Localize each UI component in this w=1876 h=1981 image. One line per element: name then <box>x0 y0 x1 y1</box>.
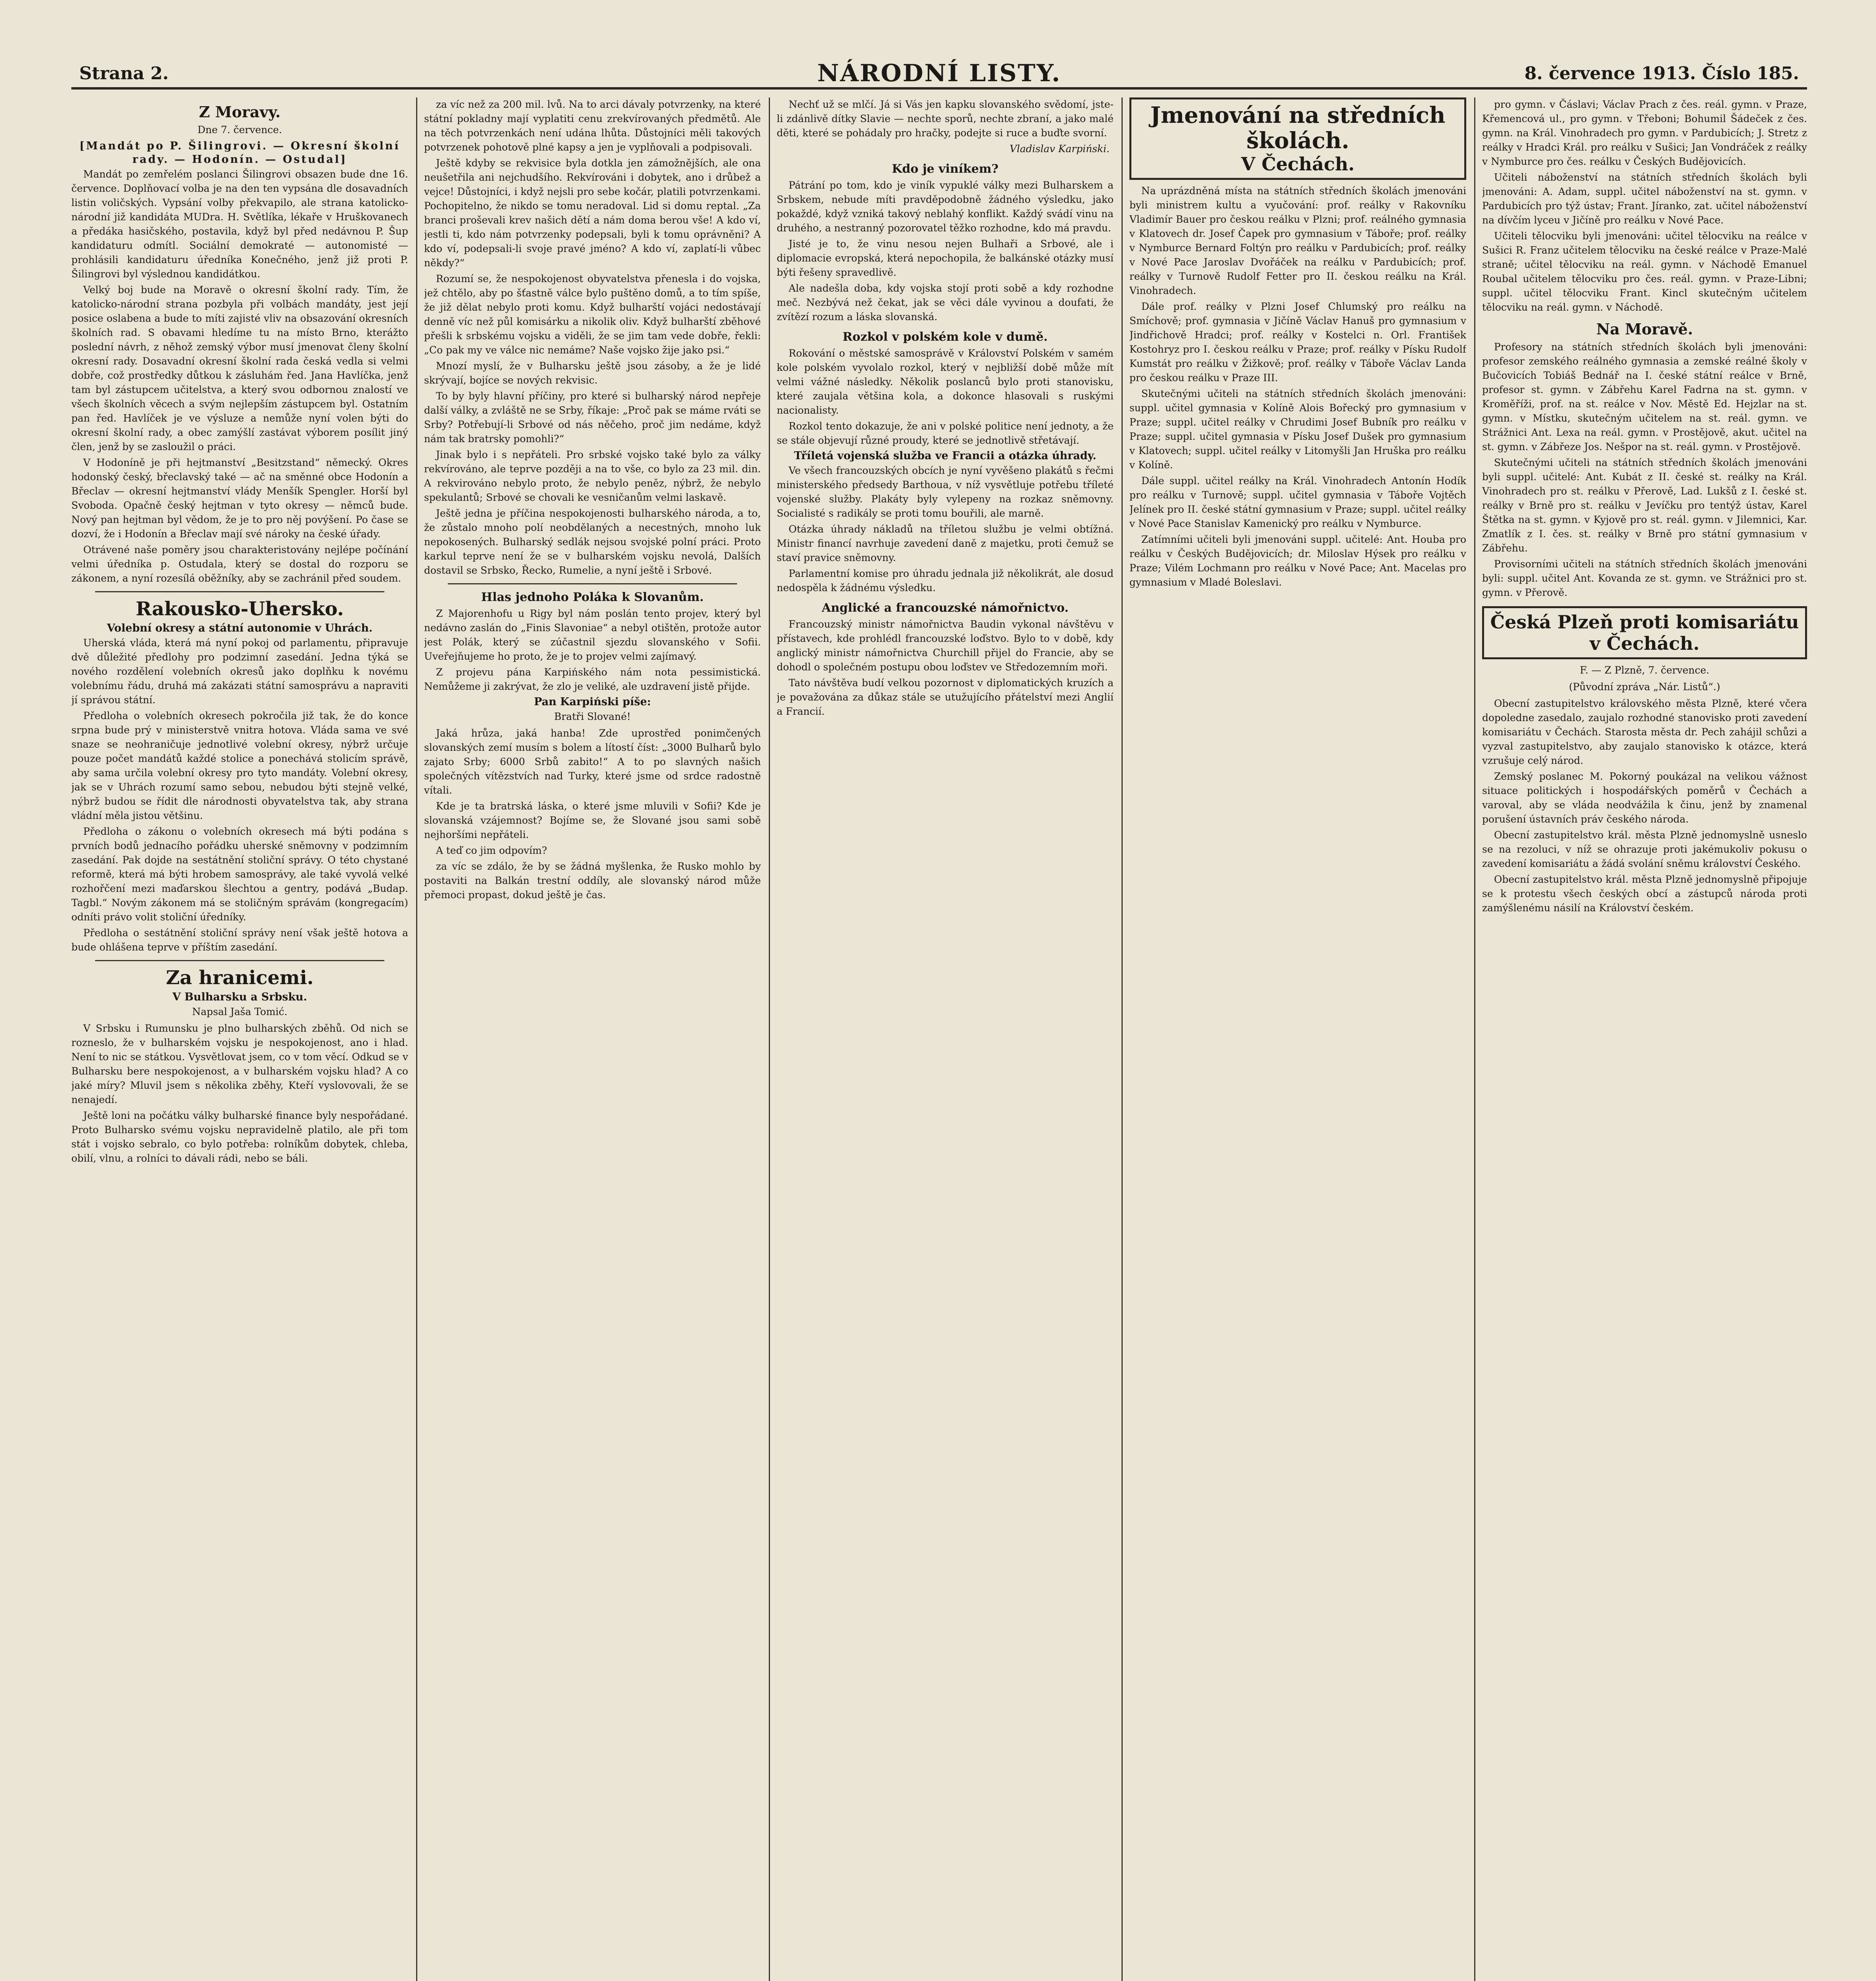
banner-title: Česká Plzeň proti komisariátu <box>1490 611 1799 633</box>
source-note: (Původní zpráva „Nár. Listů“.) <box>1569 681 1720 693</box>
article-heading: Hlas jednoho Poláka k Slovanům. <box>481 590 704 604</box>
column-1 <box>71 97 408 1981</box>
article-heading: Rozkol v polském kole v dumě. <box>842 330 1048 344</box>
paragraph: Učiteli tělocviku byli jmenováni: učitel tělocviku na reálce v Sušici R. Franz učitelem tělocviku na české reálce v Praze-Malé straně; učitel tělocviku na reál. gymn. v Náchodě Emanuel Roubal učitelem tělocviku pro čes. reál. gymn. v Praze-Libni; suppl. učitel tělocviku Frant. Kincl skutečným učitelem tělocviku na reál. gymn. v Náchodě. <box>1482 230 1807 313</box>
paragraph: Pátrání po tom, kdo je viník vypuklé války mezi Bulharskem a Srbskem, nebude míti pravděpodobně žádného výsledku, jako pokaždé, když vzniká takový neblahý konflikt. Každý svádí vinu na druhého, a nestranný pozorovatel těžko rozhodne, kdo má pravdu. <box>777 179 1114 234</box>
article-heading: Kdo je viníkem? <box>892 162 999 176</box>
paragraph: Obecní zastupitelstvo královského města Plzně, které včera dopoledne zasedalo, zaujalo rozhodné stanovisko proti zavedení komisariátu v Čechách. Starosta města dr. Pech zahájil schůzi a vyzval zastupitelstvo, aby zaujalo stanovisko k otázce, která vzrušuje celý národ. <box>1482 698 1807 766</box>
paragraph: Velký boj bude na Moravě o okresní školní rady. Tím, že katolicko-národní strana pozbyla při volbách mandáty, jest její posice oslabena a bude to míti zajisté vliv na obsazování okresních školních rad. S obavami hledíme tu na místo Brno, kterážto poslední návrh, z něhož zemský výbor musí jmenovat členy školní okresní rady. Dosavadní okresní školní rada česká vedla si velmi dobře, což prostředky důtkou k zásluhám řed. Jana Havlíčka, jenž tam byl zástupcem učitelstva, a který svou odbornou znalostí ve všech školních věcech a svým nejlepším zástupcem byl. Ostatním pan řed. Havlíček je ve výsluze a nemůže nyní volen býti do okresní školní rady, a obec zamýšlí zastávat výborem posílit jiný člen, jenž by se zasloužil o práci. <box>71 284 408 452</box>
paragraph: Skutečnými učiteli na státních středních školách jmenováni byli suppl. učitelé: Ant. Kubát z II. české st. reálky na Král. Vinohradech pro st. reálku v Přerově, Lad. Lukšů z I. české st. reálky v Brně pro st. reálku v Jevíčku pro tentýž ústav, Karel Štětka na st. gymn. v Kyjově pro st. reál. gymn. v Jilemnici, Kar. Zmatlík z I. čes. st. reálky v Brně pro státní gymnasium v Zábřehu. <box>1482 457 1807 554</box>
paragraph: Učiteli náboženství na státních středních školách byli jmenováni: A. Adam, suppl. učitel náboženství na st. gymn. v Pardubicích pro týž ústav; Frant. Jíranko, zat. učitel náboženství na dívčím lyceu v Jičíně pro reálku v Nové Pace. <box>1482 172 1807 226</box>
paragraph: Zemský poslanec M. Pokorný poukázal na velikou vážnost situace politických i hospodářských poměrů v Čechách a varoval, aby se vláda neodvážila k činu, jenž by znamenal porušení ústavních práv českého národa. <box>1482 771 1807 825</box>
paragraph: Předloha o volebních okresech pokročila již tak, že do konce srpna bude prý v ministerstvě vnitra hotova. Vláda sama ve své snaze se neohraničuje jednotlivé volební okresy, nýbrž určuje pouze počet mandátů každé stolice a ponechává stolicím správě, aby sama určila volební okresy pro tyto mandáty. Volební okresy, jak se v Uhrách rozumí samo sebou, nebudou býti stejně velké, nýbrž budou se řídit dle národnosti obyvatelstva tak, aby strana vládní měla jistou většinu. <box>71 710 408 821</box>
column-4 <box>1129 97 1466 1981</box>
dateline: F. — Z Plzně, 7. července. <box>1580 664 1710 676</box>
banner-subtitle: v Čechách. <box>1589 633 1700 654</box>
paragraph: Zatímními učiteli byli jmenováni suppl. učitelé: Ant. Houba pro reálku v Českých Budějovicích; dr. Miloslav Hýsek pro reálku v Praze; Vilém Lochmann pro reálku v Nové Pace; Ant. Macelas pro gymnasium v Mladé Boleslavi. <box>1129 534 1466 588</box>
paragraph: Uherská vláda, která má nyní pokoj od parlamentu, připravuje dvě důležité předlohy pro podzimní zasedání. Jedna týká se nového rozdělení volebních okresů jako doplňku k novému volebnímu řádu, druhá má zakázati státní samosprávu a napraviti jí správou státní. <box>71 637 408 706</box>
signature: Vladislav Karpiński. <box>1009 143 1110 155</box>
paragraph: Dále prof. reálky v Plzni Josef Chlumský pro reálku na Smíchově; prof. gymnasia v Jičíně Václav Hanuš pro gymnasium v Jindřichově Hradci; prof. reálky v Kostelci n. Orl. František Kostohryz pro I. českou reálku v Praze; prof. reálky v Písku Rudolf Kumstát pro reálku v Žižkově; prof. reálky v Táboře Václav Landa pro českou reálku v Praze III. <box>1129 301 1466 384</box>
paragraph: Z Majorenhofu u Rigy byl nám poslán tento projev, který byl nedávno zaslán do „Finis Slavoniae“ a nebyl otištěn, protože autor jest Polák, který se zúčastnil sjezdu slovanského v Sofii. Uveřejňujeme ho proto, že je to projev velmi zajímavý. <box>424 608 761 662</box>
paragraph: Mnozí myslí, že v Bulharsku ještě jsou zásoby, a že je lidé skrývají, bojíce se nových rekvisic. <box>424 360 761 386</box>
paragraph: V Hodoníně je při hejtmanství „Besitzstand“ německý. Okres hodonský český, břeclavský také — ač na směnné obce Hodonín a Břeclav — okresní hejtmanství vlády Menšík Spengler. Horší byl Svoboda. Opačně český hejtman v tyto okresy — němců bude. Nový pan hejtman byl vědom, že je to pro něj povýšení. Po čase se dozví, že i Hodonín a Břeclav mají své nároky na české úřady. <box>71 457 408 540</box>
dateline: Dne 7. července. <box>197 124 282 136</box>
paragraph: Otázka úhrady nákladů na tříletou službu je velmi obtížná. Ministr financí navrhuje zavedení daně z majetku, proti čemuž se staví pravice sněmovny. <box>777 523 1114 563</box>
paragraph: Parlamentní komise pro úhradu jednala již několikrát, ale dosud nedospěla k žádnému výsledku. <box>777 568 1114 594</box>
article-heading: Z Moravy. <box>199 103 281 121</box>
paragraph: Dále suppl. učitel reálky na Král. Vinohradech Antonín Hodík pro reálku v Turnově; suppl. učitel gymnasia v Táboře Vojtěch Jelínek pro II. české státní gymnasium v Praze; suppl. učitel reálky v Nové Pace Stanislav Kamenický pro reálku v Nymburce. <box>1129 475 1466 529</box>
paragraph: Jinak bylo i s nepřáteli. Pro srbské vojsko také bylo za války rekvírováno, ale teprve později a na to vše, co bylo za 23 mil. din. A rekvirováno nebylo proto, že nebylo peněz, nýbrž, že nebylo spekulantů; Srbové se chovali ke vesničanům velmi laskavě. <box>424 449 761 503</box>
paragraph: Ještě kdyby se rekvisice byla dotkla jen zámožnějších, ale ona neušetřila ani nejchudšího. Rekvírováni i dobytek, ano i drůbež a vejce! Důstojníci, i když nejsli pro sebe kočár, platili potvrzenkami. Pochopitelno, že nikdo se tomu neradoval. Lid si domu reptal. „Za branci proševali krev našich dětí a nám doma berou vše! A kdo ví, jestli ti, kdo nám potvrzenky podepsali, byli k tomu oprávněni? A kdo ví, podepsali-li svoje pravé jméno? A kdo ví, zaplatí-li vůbec někdy?“ <box>424 157 761 269</box>
paragraph: Nechť už se mlčí. Já si Vás jen kapku slovanského svědomí, jste-li zdánlivě dítky Slavie — nechte sporů, nechte zbraní, a jako malé děti, které se pohádaly pro hračky, podejte si ruce a buďte svorní. <box>777 99 1114 139</box>
masthead <box>71 59 1807 90</box>
column-rule <box>1474 97 1475 1981</box>
paragraph: Rozumí se, že nespokojenost obyvatelstva přenesla i do vojska, jež chtělo, aby po šťastně válce bylo puštěno domů, a to tím spíše, že již dělat nebylo proti komu. Když bulharští vojáci nedostávají denně víc než půl komisárku a nikolik oliv. Když bulharští zběhové přešli k srbskému vojsku a viděli, že se jim tam vede dobře, řekli: „Co pak my ve válce nic nemáme? Naše vojsko žije jako psi.“ <box>424 273 761 356</box>
section-banner <box>1129 97 1466 180</box>
paragraph: Jaká hrůza, jaká hanba! Zde uprostřed ponimčených slovanských zemí musím s bolem a lítostí číst: „3000 Bulharů bylo zajato Srby; 6000 Srbů zabito!“ A to po slavných našich společných vítězstvích nad Turky, které jsme od srdce radostně vítali. <box>424 727 761 796</box>
section-heading: Za hranicemi. <box>166 967 314 989</box>
article-heading: Na Moravě. <box>1596 320 1693 338</box>
paragraph: Předloha o zákonu o volebních okresech má býti podána s prvních bodů jednacího pořádku uherské sněmovny v podzimním zasedání. Pak dojde na sestátnění stoliční správy. O této chystané reformě, která má býti hrobem samosprávy, ale také vyvolá velké rozhořčení mezi maďarskou šlechtou a gentry, podává „Budap. Tagbl.“ Novým zákonem má se stoličným správám (kongregacím) odníti právo volit stoliční úředníky. <box>71 826 408 923</box>
paragraph: Ve všech francouzských obcích je nyní vyvěšeno plakátů s řečmi ministerského předsedy Barthoua, v níž vysvětluje potřebu tříleté vojenské služby. Plakáty byly vylepeny na rozkaz sněmovny. Socialisté s radikály se proti tomu bouřili, ale marně. <box>777 465 1114 519</box>
column-3 <box>777 97 1114 1981</box>
paragraph: Obecní zastupitelstvo král. města Plzně jednomyslně připojuje se k protestu všech českých obcí a zástupců národa proti zamýšlenému násilí na Království českém. <box>1482 874 1807 914</box>
column-2 <box>424 97 761 1981</box>
newspaper-page <box>71 59 1807 1981</box>
columns <box>71 97 1807 1981</box>
issue-date: 8. července 1913. Číslo 185. <box>1524 63 1799 84</box>
letter-intro: Pan Karpiński píše: <box>534 696 651 708</box>
divider <box>95 960 384 961</box>
article-heading: Anglické a francouzské námořnictvo. <box>821 601 1069 615</box>
column-rule <box>416 97 417 1981</box>
divider <box>448 583 737 584</box>
paragraph: Na uprázdněná místa na státních středních školách jmenováni byli ministrem kultu a vyučování: prof. reálky v Rakovníku Vladimír Bauer pro českou reálku v Plzni; prof. reálného gymnasia v Klatovech dr. Josef Čapek pro gymnasium v Táboře; prof. reálky v Nymburce Bernard Foltýn pro reálku v Pardubicích; prof. reálky v Nové Pace Jaroslav Dvořáček na reálku v Pardubicích; prof. reálky v Turnově Rudolf Fetter pro II. českou reálku na Král. Vinohradech. <box>1129 185 1466 296</box>
paragraph: Ještě loni na počátku války bulharské finance byly nespořádané. Proto Bulharsko svému vojsku nepravidelně platilo, ale při tom stát i vojsko sebralo, co bylo potřeba: rolníkům dobytek, chleba, obilí, vlnu, a rolníci to dávali rádi, nebo se báli. <box>71 1110 408 1164</box>
paragraph: Skutečnými učiteli na státních středních školách jmenováni: suppl. učitel gymnasia v Kolíně Alois Bořecký pro gymnasium v Praze; suppl. učitel reálky v Chrudimi Josef Bubník pro reálku v Praze; suppl. učitel gymnasia v Písku Josef Dušek pro gymnasium v Klatovech; suppl. učitel reálky v Litomyšli Jan Hruška pro reálku v Kolíně. <box>1129 388 1466 471</box>
article-subheading: Volební okresy a státní autonomie v Uhrách. <box>107 622 373 634</box>
paragraph: Jisté je to, že vinu nesou nejen Bulhaři a Srbové, ale i diplomacie evropská, která nepochopila, že balkánské otázky musí býti řešeny spravedlivě. <box>777 238 1114 278</box>
paragraph: Z projevu pána Karpińského nám nota pessimistická. Nemůžeme ji zakrývat, že zlo je veliké, ale uzdravení jistě přijde. <box>424 666 761 692</box>
section-heading: Rakousko-Uhersko. <box>136 598 344 620</box>
paragraph: Ještě jedna je příčina nespokojenosti bulharského národa, a to, že zůstalo mnoho polí neobdělaných a necestných, mnoho luk nepokosených. Bulharský sedlák nejsou svojské polní práci. Proto karkul teprve není že se v bulharském vojsku nevolá, Dalších dostavil se Srbsko, Řecko, Rumelie, a nyní ještě i Srbové. <box>424 508 761 576</box>
paragraph: A teď co jim odpovím? <box>436 845 547 856</box>
article-heading: Tříletá vojenská služba ve Francii a otázka úhrady. <box>794 450 1097 462</box>
paragraph: V Srbsku i Rumunsku je plno bulharských zběhů. Od nich se rozneslo, že v bulharském vojsku je nespokojenost, ano i hlad. Není to nic se státkou. Vysvětlovat jsem, co v tom věcí. Odkud se v Bulharsku bere nespokojenost, a v bulharském vojsku hlad? A co jaké míry? Mluvil jsem s několika zběhy, Kteří vyslovovali, že se nenajedí. <box>71 1023 408 1105</box>
paragraph: Rozkol tento dokazuje, že ani v polské politice není jednoty, a že se stále objevují různé proudy, které se jednotlivě střetávají. <box>777 420 1114 446</box>
banner-title: Jmenování na středních školách. <box>1150 102 1446 154</box>
paragraph: Francouzský ministr námořnictva Baudin vykonal návštěvu v přístavech, kde prohlédl francouzské loďstvo. Bylo to v době, kdy anglický ministr námořnictva Churchill přijel do Francie, aby se dohodl o společném postupu obou loďstev ve Středozemním moři. <box>777 618 1114 673</box>
paragraph: Tato návštěva budí velkou pozornost v diplomatických kruzích a je považována za důkaz stále se utužujícího přátelství mezi Anglií a Francií. <box>777 677 1114 717</box>
divider <box>95 591 384 592</box>
section-banner <box>1482 606 1807 659</box>
paragraph: Kde je ta bratrská láska, o které jsme mluvili v Sofii? Kde je slovanská vzájemnost? Bojíme se, že Slované jsou sami sobě nejhoršími nepřáteli. <box>424 800 761 840</box>
paragraph: za víc než za 200 mil. lvů. Na to arci dávaly potvrzenky, na které státní pokladny mají vyplatiti cenu zrekvírovaných předmětů. Ale na těch potvrzenkách není udána lhůta. Důstojníci měli takových potvrzenek pohotově plné kapsy a jen je vyplňovali a podpisovali. <box>424 99 761 153</box>
paragraph: Obecní zastupitelstvo král. města Plzně jednomyslně usneslo se na rezoluci, v níž se ohrazuje proti jakémukoliv pokusu o zavedení komisariátu a žádá svolání sněmu království Českého. <box>1482 829 1807 869</box>
paragraph: Provisorními učiteli na státních středních školách jmenováni byli: suppl. učitel Ant. Kovanda ze st. gymn. ve Strážnici pro st. gymn. v Přerově. <box>1482 558 1807 598</box>
paragraph: Předloha o sestátnění stoliční správy není však ještě hotova a bude ohlášena teprve v příštím zasedání. <box>71 927 408 953</box>
column-rule <box>769 97 770 1981</box>
newspaper-title: NÁRODNÍ LISTY. <box>817 59 1061 87</box>
paragraph: Profesory na státních středních školách byli jmenováni: profesor zemského reálného gymnasia a zemské reálné školy v Bučovicích Tobiáš Bednář na I. české státní reálce v Brně, profesor st. gymn. v Zábřehu Karel Fadrna na st. gymn. v Kroměříži, prof. na st. reálce v Nov. Městě Ed. Hejzlar na st. gymn. v Místku, skutečným učitelem na st. reál. gymn. ve Strážnici Ant. Lexa na reál. gymn. v Prostějově, akut. učitel na st. gymn. v Zábřeze Jos. Nešpor na st. reál. gymn. v Prostějově. <box>1482 341 1807 452</box>
paragraph: To by byly hlavní příčiny, pro které si bulharský národ nepřeje další války, a zvláště ne se Srby, říkaje: „Proč pak se máme rváti se Srby? Potřebují-li Srbové od nás něčeho, proč jim nedáme, když nám tak bratrsky pomohli?“ <box>424 390 761 445</box>
column-rule <box>1121 97 1123 1981</box>
paragraph: Otrávené naše poměry jsou charakteristovány nejlépe počínání velmi úředníka p. Ostudala, který se dostal do rozporu se zákonem, a nyní rozesílá oběžníky, aby se zachránil před soudem. <box>71 544 408 584</box>
paragraph: Ale nadešla doba, kdy vojska stojí proti sobě a kdy rozhodne meč. Nezbývá než čekat, jak se věci dále vyvinou a doufati, že zvítězí rozum a láska slovanská. <box>777 282 1114 323</box>
paragraph: Mandát po zemřelém poslanci Šilingrovi obsazen bude dne 16. července. Doplňovací volba je na den ten vypsána dle dosavadních listin voličských. Vypsání volby překvapilo, ale strana katolicko-národní již kandidáta MUDra. H. Světlíka, lékaře v Hruškovanech a předáka hasičského, postavila, když byl před nedávnou P. Šup kandidaturu odmítl. Sociální demokraté — autonomisté — prohlásili kandidaturu úředníka Konečného, jenž již proti P. Šilingrovi byl výslednou kandidátkou. <box>71 168 408 280</box>
paragraph: Rokování o městské samosprávě v Království Polském v samém kole polském vyvolalo rozkol, který v nejbližší době může mít velmi vážné následky. Několik poslanců bylo proti stanovisku, které zaujala většina kola, a dokonce hlasovali s ruskými nacionalisty. <box>777 347 1114 416</box>
paragraph: za víc se zdálo, že by se žádná myšlenka, že Rusko mohlo by postaviti na Balkán trestní oddíly, ale slovanský národ může přemoci propast, dokud ještě je čas. <box>424 861 761 901</box>
banner-subtitle: V Čechách. <box>1241 153 1355 175</box>
article-subheading: [Mandát po P. Šilingrovi. — Okresní školní rady. — Hodonín. — Ostudal] <box>79 140 400 166</box>
letter-greeting: Bratři Slované! <box>554 711 631 722</box>
paragraph: pro gymn. v Čáslavi; Václav Prach z čes. reál. gymn. v Praze, Křemencová ul., pro gymn. v Třeboni; Bohumil Šádeček z čes. gymn. na Král. Vinohradech pro gymn. v Pardubicích; J. Stretz z reálky v Hradci Král. pro reálku v Sušici; Jan Vondráček z reálky v Nymburce pro čes. reálku v Českých Budějovicích. <box>1482 99 1807 167</box>
byline: Napsal Jaša Tomić. <box>192 1006 288 1017</box>
column-5 <box>1482 97 1807 1981</box>
article-subheading: V Bulharsku a Srbsku. <box>172 991 307 1003</box>
page-number: Strana 2. <box>79 63 169 84</box>
